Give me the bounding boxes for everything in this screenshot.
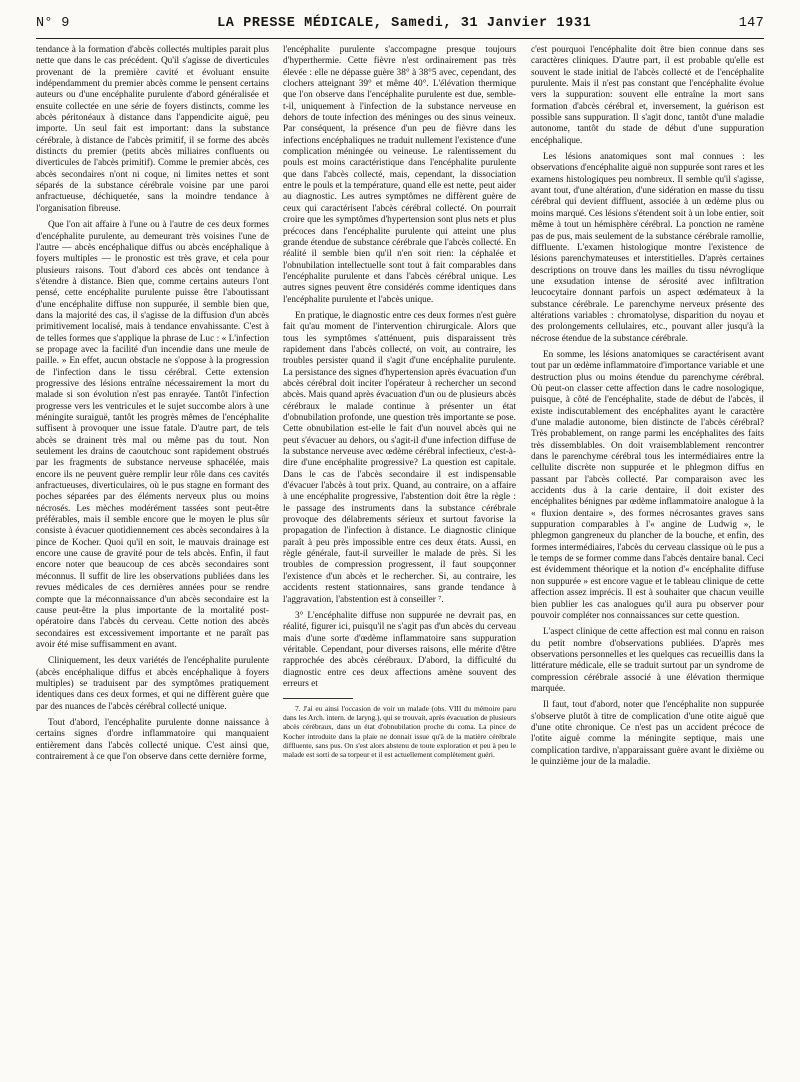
issue-number: N° 9 bbox=[36, 16, 70, 31]
paragraph: En pratique, le diagnostic entre ces deux formes n'est guère fait qu'au moment de l'intervention chirurgicale. Alors que tous les symptômes s'atténuent, puis disparaissent très rapidement dans l'abcès collecté, on voit, au contraire, les troubles persister quand il s'agit d'une encéphalite purulente. La persistance des signes d'hypertension après évacuation d'un abcès cérébral doit inciter l'opérateur à rechercher un second abcès. Mais quand après évacuation d'un ou de plusieurs abcès cérébraux le malade continue à présenter un état d'obnubilation profonde, une question très importante se pose. Cette obnubilation est-elle le fait d'un nouvel abcès qui ne peut s'évacuer au dehors, ou s'agit-il d'une infection diffuse de la substance nerveuse avec œdème cérébral infectieux, c'est-à-dire d'une encéphalite progressive? La question est capitale. Dans le cas de l'abcès secondaire il est indispensable d'évacuer l'abcès à tout prix. Quand, au contraire, on a affaire à une encéphalite progressive, l'abstention doit être la règle : le passage des instruments dans la substance cérébrale provoque des délabrements sérieux et surtout favorise la propagation de l'infection à distance. Le diagnostic clinique paraît à peu près impossible entre ces deux états. Aussi, en règle générale, faut-il surveiller le malade de près. Si les troubles de compression progressent, il faut soupçonner l'existence d'un abcès et le rechercher. Si, au contraire, les accidents restent stationnaires, sans grande tendance à l'aggravation, l'abstention est à conseiller ⁷. bbox=[283, 310, 516, 605]
paragraph: Il faut, tout d'abord, noter que l'encéphalite non suppurée s'observe plutôt à titre de complication d'une otite aiguë que d'une otite chronique. Ce n'est pas un accident précoce de l'otite aiguë comme la méningite septique, mais une complication tardive, n'apparaissant guère avant le dixième ou le quinzième jour de la maladie. bbox=[531, 700, 764, 767]
paragraph: Que l'on ait affaire à l'une ou à l'autre de ces deux formes d'encéphalite purulente, au demeurant très voisines l'une de l'autre — abcès encéphalique diffus ou abcès encéphalique à foyers multiples — le pronostic est très grave, et cela pour plusieurs raisons. Tout d'abord ces abcès ont tendance à s'étendre à distance. Bien que, comme certains auteurs l'ont pensé, cette encéphalite purulente puisse être l'aboutissant d'une encéphalite diffuse non suppurée, il semble bien que, dans la majorité des cas, il s'agisse de la diffusion d'un abcès primitivement localisé, mais à tendance envahissante. C'est à de telles formes que s'applique la phrase de Luc : « L'infection se propage avec la facilité d'un incendie dans une meule de paille. » En effet, aucun obstacle ne s'oppose à la progression de l'infection dans le tissu cérébral. Cette extension progressive des lésions entraîne nécessairement la mort du malade si son évolution n'est pas enrayée. Tantôt l'infection progresse vers les ventricules et le sujet succombe alors à une méningite suraiguë, tantôt les progrès mêmes de l'encéphalite suffisent à provoquer une issue fatale. D'autre part, de tels abcès se drainent très mal ou même pas du tout. Non seulement les drains de caoutchouc sont rapidement obstrués par les fragments de substance nerveuse sphacélée, mais encore ils ne peuvent guère remplir leur rôle dans ces cavités anfractueuses, diverticulaires, où le pus stagne en formant des poches séparées par des éléments nerveux plus ou moins nécrosés. Les mèches modérément tassées sont peut-être préférables, mais il semble encore que le moyen le plus sûr consiste à évacuer quotidiennement ces abcès secondaires à la pince de Kocher. Quoi qu'il en soit, le mauvais drainage est encore une cause de gravité pour de tels abcès. Enfin, il faut encore noter que beaucoup de ces abcès secondaires sont méconnus. Il suffit de lire les observations publiées dans les revues médicales de ces dernières années pour se rendre compte que la méconnaissance d'un abcès secondaire est la cause peut-être la plus importante de la mortalité post-opératoire dans l'abcès du cerveau. Cette notion des abcès secondaires est excessivement importante et ne paraît pas avoir été mise suffisamment en avant. bbox=[36, 220, 269, 650]
column-middle bbox=[283, 45, 516, 1066]
paragraph: Les lésions anatomiques sont mal connues : les observations d'encéphalite aiguë non suppurée sont rares et les examens histologiques peu nombreux. Il semble qu'il s'agisse, avant tout, d'une altération, d'une sidération en masse du tissu cérébral qui devient diffluent, associée à un œdème plus ou moins marqué. Ces lésions s'étendent soit à un lobe entier, soit même à tout un hémisphère cérébral. La ponction ne ramène pas de pus, mais seulement de la substance cérébrale ramollie, diffluente. L'examen histologique montre l'existence de lésions parenchymateuses et interstitielles. D'après certaines descriptions on trouve dans les mailles du tissu névroglique une exsudation intense de sérosité avec infiltration leucocytaire donnant parfois un aspect œdémateux à la substance cérébrale. Le parenchyme nerveux présente des altérations variables : chromatolyse, disparition du noyau et des prolongements cellulaires, etc., pouvant aller jusqu'à la nécrose étendue de la substance cérébrale. bbox=[531, 152, 764, 344]
paragraph: Tout d'abord, l'encéphalite purulente donne naissance à certains signes d'ordre inflammatoire qui manquaient entièrement dans l'abcès collecté unique. C'est ainsi que, contrairement à ce que l'on observe dans cette dernière forme, bbox=[36, 717, 269, 762]
paragraph: 3° L'encéphalite diffuse non suppurée ne devrait pas, en réalité, figurer ici, puisqu'il ne s'agit pas d'un abcès du cerveau mais d'une sorte d'œdème inflammatoire sans suppuration véritable. Cependant, pour diverses raisons, elle mérite d'être rapprochée des abcès cérébraux. D'abord, la difficulté du diagnostic entre ces deux affections amène souvent des erreurs et bbox=[283, 610, 516, 689]
footnote: 7. J'ai eu ainsi l'occasion de voir un malade (obs. VIII du mémoire paru dans les Arch. intern. de laryng.), qui se trouvait, après évacuation de plusieurs abcès cérébraux, dans un état d'obnubilation proche du coma. La pince de Kocher introduite dans la plaie ne donnait issue qu'à de la matière cérébrale diffluente, sans pus. On s'est alors abstenu de toute exploration et peu à peu le malade est sorti de sa torpeur et il est actuellement complètement guéri. bbox=[283, 704, 516, 759]
paragraph: l'encéphalite purulente s'accompagne presque toujours d'hyperthermie. Cette fièvre n'est ordinairement pas très élevée : elle ne dépasse guère 38° à 38°5 avec, cependant, des clochers atteignant 39° et même 40°. L'élévation thermique que l'on observe dans l'encéphalite purulente est due, semble-t-il, uniquement à l'infection de la substance nerveuse en dehors de toute infection des méninges ou des sinus veineux. Par conséquent, la présence d'un peu de fièvre dans les infections encéphaliques ne traduit nullement l'existence d'une complication méningée ou veineuse. Le ralentissement du pouls est moins caractéristique dans l'encéphalite purulente que dans l'abcès collecté, mais, cependant, la dissociation entre le pouls et la température, quand elle est nette, peut aider au diagnostic. Les autres symptômes ne diffèrent guère de ceux qui caractérisent l'abcès cérébral collecté. On pourrait croire que les symptômes d'hypertension sont plus nets et plus précoces dans l'encéphalite purulente qui atteint une plus grande étendue de substance cérébrale que l'abcès collecté. En réalité il semble bien qu'il n'en soit rien: la céphalée et l'obnubilation intellectuelle sont tout à fait comparables dans l'encéphalite purulente et dans l'abcès cérébral unique. Les autres signes peuvent être considérés comme identiques dans l'encéphalite purulente et l'abcès unique. bbox=[283, 45, 516, 305]
journal-title: LA PRESSE MÉDICALE, Samedi, 31 Janvier 1931 bbox=[217, 16, 592, 31]
paragraph: tendance à la formation d'abcès collectés multiples parait plus nette que dans le cas précédent. Qu'il s'agisse de diverticules provenant de la première cavité et évoluant ensuite indépendamment du premier abcès comme le pensent certains auteurs ou d'une encéphalite purulente d'abord généralisée et ensuite collectée en une série de foyers distincts, comme les abcès péritonéaux à distance dans l'appendicite aiguë, peu importe. Un seul fait est important: dans la substance cérébrale, à distance de l'abcès primitif, il se forme des abcès distincts du premier (petits abcès miliaires confluents ou diverticules de l'abcès primitif). Comme le premier abcès, ces abcès secondaires n'ont ni coque, ni limites nettes et sont séparés de la substance cérébrale voisine par une paroi anfractueuse, déchiquetée, sans la moindre tendance à l'organisation fibreuse. bbox=[36, 45, 269, 214]
paragraph: c'est pourquoi l'encéphalite doit être bien connue dans ses caractères cliniques. D'autre part, il est probable qu'elle est souvent le stade initial de l'abcès collecté et de l'encéphalite purulente. Mais il n'est pas constant que l'encéphalite évolue vers la suppuration: souvent elle entraîne la mort sans formation d'abcès cérébral et, inversement, la guérison est possible sans suppuration. Il s'agit donc, tantôt d'une maladie autonome, tantôt du stade de début d'une suppuration encéphalique. bbox=[531, 45, 764, 146]
footnote-rule bbox=[283, 698, 353, 699]
paragraph: En somme, les lésions anatomiques se caractérisent avant tout par un œdème inflammatoire d'importance variable et une destruction plus ou moins étendue du parenchyme cérébral. Où peut-on classer cette affection dans le cadre nosologique, puisque, à côté de l'encéphalite, stade de début de l'abcès, il existe indiscutablement des encéphalites ayant le caractère d'une maladie autonome, bien distincte de l'abcès cérébral? Très probablement, on range parmi les encéphalites des faits très dissemblables. On doit vraisemblablement rencontrer dans le parenchyme cérébral tous les intermédiaires entre la cellulite discrète non suppurée et le phlegmon diffus en passant par l'abcès collecté. Par comparaison avec les accidents dus à la carie dentaire, il doit exister des encéphalites bénignes par œdème inflammatoire analogue à la « fluxion dentaire », des formes nécrosantes graves sans suppuration comparables à l'« angine de Ludwig », le phlegmon gangreneux du plancher de la bouche, et enfin, des formes intermédiaires, l'abcès du cerveau classique où le pus a le temps de se former comme dans l'abcès dentaire banal. Ceci est évidemment théorique et la notion d'« encéphalite diffuse non suppurée » est encore vague et le tableau clinique de cette affection assez imprécis. Il est à souhaiter que chacun veuille bien publier les cas analogues qu'il aura pu observer pour pouvoir compléter nos connaissances sur cette question. bbox=[531, 349, 764, 621]
column-right bbox=[531, 45, 764, 1066]
paragraph: Cliniquement, les deux variétés de l'encéphalite purulente (abcès encéphalique diffus et abcès encéphalique à foyers multiples) se traduisent par des symptômes pratiquement identiques dans ces deux formes, et qui ne diffèrent guère que par des nuances de l'abcès cérébral collecté unique. bbox=[36, 656, 269, 712]
page-number: 147 bbox=[738, 16, 764, 31]
page-header bbox=[36, 16, 764, 36]
column-left bbox=[36, 45, 269, 1066]
header-rule bbox=[36, 38, 764, 39]
paragraph: L'aspect clinique de cette affection est mal connu en raison du petit nombre d'observations publiées. D'après mes observations personnelles et les quelques cas recueillis dans la littérature médicale, elle se traduit surtout par un syndrome de compression cérébrale associé à une élévation thermique marquée. bbox=[531, 627, 764, 694]
